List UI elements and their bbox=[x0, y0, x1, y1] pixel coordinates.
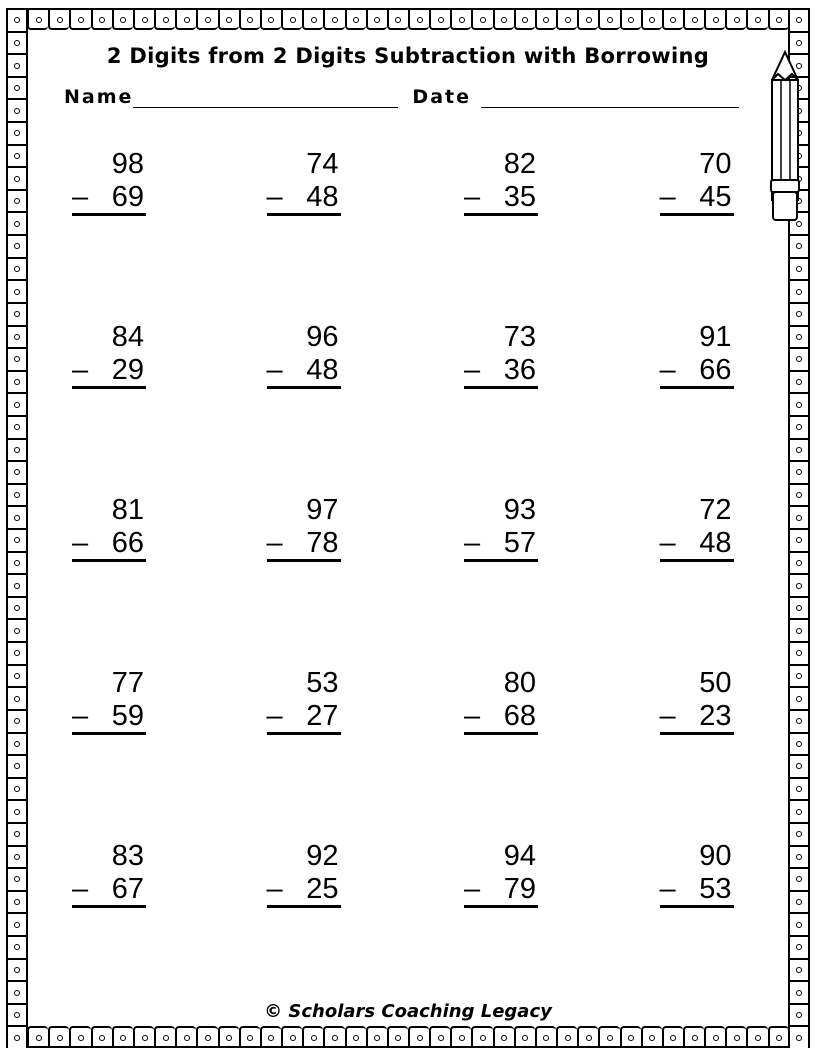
border-tile bbox=[788, 551, 810, 574]
subtrahend: 67 bbox=[111, 873, 144, 905]
border-tile bbox=[746, 1026, 767, 1048]
minus-sign: – bbox=[266, 700, 283, 732]
minus-sign: – bbox=[464, 181, 481, 213]
border-tile bbox=[6, 709, 28, 732]
border-tile bbox=[6, 121, 28, 144]
border-tile bbox=[6, 935, 28, 958]
subtraction-problem bbox=[267, 839, 341, 908]
border-tile bbox=[6, 460, 28, 483]
border-tile bbox=[6, 76, 28, 99]
subtrahend-row bbox=[267, 181, 341, 216]
border-tile bbox=[514, 1026, 535, 1048]
border-tile bbox=[788, 483, 810, 506]
border-tile bbox=[788, 438, 810, 461]
border-tile bbox=[620, 8, 641, 30]
minuend: 92 bbox=[306, 840, 339, 872]
border-tile bbox=[6, 347, 28, 370]
border-tile bbox=[6, 8, 28, 31]
border-tile bbox=[471, 8, 492, 30]
border-tile bbox=[6, 234, 28, 257]
border-tile bbox=[662, 8, 683, 30]
border-tile bbox=[641, 1026, 662, 1048]
subtraction-problem bbox=[72, 320, 146, 389]
border-tile bbox=[27, 1026, 48, 1048]
border-tile bbox=[788, 822, 810, 845]
minuend: 97 bbox=[306, 494, 339, 526]
border-tile bbox=[239, 1026, 260, 1048]
minus-sign: – bbox=[72, 700, 89, 732]
border-tile bbox=[6, 98, 28, 121]
minus-sign: – bbox=[464, 527, 481, 559]
border-tile bbox=[6, 641, 28, 664]
border-tile bbox=[788, 1025, 810, 1048]
border-tile bbox=[788, 415, 810, 438]
border-tile bbox=[514, 8, 535, 30]
subtrahend-row bbox=[660, 181, 734, 216]
date-label: Date bbox=[412, 86, 471, 108]
border-tile bbox=[788, 867, 810, 890]
border-tile bbox=[6, 980, 28, 1003]
subtrahend-row bbox=[464, 181, 538, 216]
minus-sign: – bbox=[659, 873, 676, 905]
border-tile bbox=[683, 8, 704, 30]
border-tile bbox=[6, 867, 28, 890]
border-tile bbox=[788, 912, 810, 935]
subtrahend-row bbox=[660, 527, 734, 562]
subtrahend-row bbox=[267, 354, 341, 389]
minuend: 77 bbox=[111, 667, 144, 699]
subtraction-problem bbox=[660, 493, 734, 562]
minus-sign: – bbox=[266, 354, 283, 386]
minuend: 90 bbox=[699, 840, 732, 872]
border-tile bbox=[788, 279, 810, 302]
border-tile bbox=[788, 302, 810, 325]
border-tile bbox=[6, 686, 28, 709]
subtrahend-row bbox=[464, 354, 538, 389]
border-tile bbox=[788, 686, 810, 709]
subtrahend-row bbox=[464, 700, 538, 735]
border-tile bbox=[48, 8, 69, 30]
subtraction-problem bbox=[660, 147, 734, 216]
border-tile bbox=[408, 8, 429, 30]
border-tile bbox=[6, 777, 28, 800]
border-tile bbox=[788, 370, 810, 393]
minuend: 91 bbox=[699, 321, 732, 353]
subtraction-problem bbox=[72, 839, 146, 908]
subtraction-problem bbox=[464, 666, 538, 735]
subtrahend-row bbox=[72, 181, 146, 216]
border-tile bbox=[154, 1026, 175, 1048]
border-tile bbox=[345, 1026, 366, 1048]
border-tile bbox=[6, 551, 28, 574]
border-tile bbox=[788, 596, 810, 619]
border-tile bbox=[6, 166, 28, 189]
subtrahend: 23 bbox=[699, 700, 732, 732]
subtrahend: 36 bbox=[503, 354, 536, 386]
border-tile bbox=[91, 8, 112, 30]
border-tile bbox=[6, 483, 28, 506]
minus-sign: – bbox=[266, 181, 283, 213]
minuend: 84 bbox=[111, 321, 144, 353]
border-tile bbox=[788, 890, 810, 913]
subtrahend: 45 bbox=[699, 181, 732, 213]
border-tile bbox=[6, 189, 28, 212]
subtrahend-row bbox=[267, 873, 341, 908]
subtrahend-row bbox=[72, 354, 146, 389]
border-tile bbox=[429, 1026, 450, 1048]
border-tile bbox=[6, 438, 28, 461]
border-tile bbox=[788, 528, 810, 551]
subtraction-problem bbox=[72, 493, 146, 562]
subtrahend-row bbox=[660, 873, 734, 908]
border-tile bbox=[91, 1026, 112, 1048]
subtraction-problem bbox=[660, 320, 734, 389]
subtraction-problem bbox=[267, 147, 341, 216]
border-tile bbox=[323, 8, 344, 30]
border-tile bbox=[788, 935, 810, 958]
worksheet-title: 2 Digits from 2 Digits Subtraction with Borrowing bbox=[106, 44, 710, 68]
subtrahend: 68 bbox=[503, 700, 536, 732]
pencil-icon bbox=[766, 50, 806, 230]
border-tile bbox=[788, 732, 810, 755]
subtraction-problem bbox=[267, 320, 341, 389]
subtrahend: 48 bbox=[306, 354, 339, 386]
border-tile bbox=[788, 460, 810, 483]
border-tile bbox=[471, 1026, 492, 1048]
minuend: 53 bbox=[306, 667, 339, 699]
border-tile bbox=[345, 8, 366, 30]
subtrahend-row bbox=[660, 700, 734, 735]
border-tile bbox=[6, 257, 28, 280]
border-tile bbox=[27, 8, 48, 30]
minus-sign: – bbox=[72, 354, 89, 386]
border-tile bbox=[641, 8, 662, 30]
border-tile bbox=[69, 8, 90, 30]
border-tile bbox=[6, 279, 28, 302]
border-tile bbox=[6, 822, 28, 845]
name-label: Name bbox=[64, 86, 134, 108]
border-tile bbox=[788, 347, 810, 370]
border-tile bbox=[768, 8, 789, 30]
minuend: 96 bbox=[306, 321, 339, 353]
minuend: 73 bbox=[503, 321, 536, 353]
date-field[interactable] bbox=[481, 87, 739, 108]
border-tile bbox=[6, 528, 28, 551]
border-tile bbox=[387, 8, 408, 30]
name-field[interactable] bbox=[133, 87, 398, 108]
border-tile bbox=[788, 845, 810, 868]
minuend: 81 bbox=[111, 494, 144, 526]
border-tile bbox=[154, 8, 175, 30]
border-tile bbox=[788, 641, 810, 664]
subtrahend: 78 bbox=[306, 527, 339, 559]
minuend: 98 bbox=[111, 148, 144, 180]
border-tile bbox=[323, 1026, 344, 1048]
minuend: 70 bbox=[699, 148, 732, 180]
minuend: 72 bbox=[699, 494, 732, 526]
border-tile bbox=[788, 958, 810, 981]
border-tile bbox=[6, 958, 28, 981]
border-tile bbox=[788, 8, 810, 31]
border-tile bbox=[6, 799, 28, 822]
border-tile bbox=[598, 1026, 619, 1048]
subtrahend-row bbox=[660, 354, 734, 389]
border-tile bbox=[535, 1026, 556, 1048]
subtraction-problem bbox=[464, 493, 538, 562]
subtrahend: 29 bbox=[111, 354, 144, 386]
border-tile bbox=[239, 8, 260, 30]
minus-sign: – bbox=[464, 354, 481, 386]
border-tile bbox=[788, 709, 810, 732]
border-tile bbox=[302, 8, 323, 30]
border-tile bbox=[6, 754, 28, 777]
subtrahend: 57 bbox=[503, 527, 536, 559]
subtrahend: 27 bbox=[306, 700, 339, 732]
border-tile bbox=[366, 1026, 387, 1048]
minus-sign: – bbox=[266, 873, 283, 905]
border-tile bbox=[6, 392, 28, 415]
border-tile bbox=[6, 664, 28, 687]
subtrahend: 59 bbox=[111, 700, 144, 732]
subtrahend: 48 bbox=[306, 181, 339, 213]
subtrahend-row bbox=[72, 873, 146, 908]
border-tile bbox=[788, 257, 810, 280]
border-tile bbox=[788, 573, 810, 596]
subtrahend-row bbox=[72, 700, 146, 735]
border-tile bbox=[281, 1026, 302, 1048]
subtrahend: 79 bbox=[503, 873, 536, 905]
subtraction-problem bbox=[464, 320, 538, 389]
subtraction-problem bbox=[660, 839, 734, 908]
subtraction-problem bbox=[464, 839, 538, 908]
subtrahend: 66 bbox=[699, 354, 732, 386]
border-tile bbox=[6, 505, 28, 528]
subtraction-problem bbox=[267, 666, 341, 735]
border-tile bbox=[387, 1026, 408, 1048]
minuend: 94 bbox=[503, 840, 536, 872]
border-bottom bbox=[6, 1026, 810, 1048]
minuend: 80 bbox=[503, 667, 536, 699]
border-tile bbox=[429, 8, 450, 30]
border-tile bbox=[6, 845, 28, 868]
subtraction-problem bbox=[72, 147, 146, 216]
border-tile bbox=[768, 1026, 789, 1048]
border-tile bbox=[493, 1026, 514, 1048]
border-tile bbox=[577, 1026, 598, 1048]
border-tile bbox=[196, 8, 217, 30]
subtraction-problem bbox=[464, 147, 538, 216]
subtrahend: 25 bbox=[306, 873, 339, 905]
border-tile bbox=[69, 1026, 90, 1048]
border-tile bbox=[556, 8, 577, 30]
border-tile bbox=[6, 144, 28, 167]
border-tile bbox=[788, 754, 810, 777]
border-tile bbox=[408, 1026, 429, 1048]
border-tile bbox=[133, 8, 154, 30]
minus-sign: – bbox=[464, 873, 481, 905]
subtrahend-row bbox=[464, 873, 538, 908]
border-tile bbox=[6, 618, 28, 641]
border-tile bbox=[725, 1026, 746, 1048]
subtrahend: 35 bbox=[503, 181, 536, 213]
subtrahend: 66 bbox=[111, 527, 144, 559]
subtraction-problem bbox=[660, 666, 734, 735]
border-tile bbox=[493, 8, 514, 30]
border-tile bbox=[6, 890, 28, 913]
minus-sign: – bbox=[659, 527, 676, 559]
border-tile bbox=[218, 1026, 239, 1048]
border-tile bbox=[133, 1026, 154, 1048]
border-tile bbox=[556, 1026, 577, 1048]
border-tile bbox=[577, 8, 598, 30]
border-tile bbox=[196, 1026, 217, 1048]
border-tile bbox=[260, 1026, 281, 1048]
subtrahend: 69 bbox=[111, 181, 144, 213]
border-tile bbox=[6, 211, 28, 234]
subtrahend: 48 bbox=[699, 527, 732, 559]
border-tile bbox=[6, 325, 28, 348]
border-tile bbox=[450, 1026, 471, 1048]
border-tile bbox=[788, 777, 810, 800]
minus-sign: – bbox=[464, 700, 481, 732]
border-tile bbox=[788, 234, 810, 257]
border-tile bbox=[218, 8, 239, 30]
border-tile bbox=[6, 573, 28, 596]
subtraction-problem bbox=[72, 666, 146, 735]
subtrahend-row bbox=[464, 527, 538, 562]
border-tile bbox=[6, 370, 28, 393]
border-tile bbox=[281, 8, 302, 30]
border-tile bbox=[260, 8, 281, 30]
subtrahend-row bbox=[267, 700, 341, 735]
border-tile bbox=[6, 732, 28, 755]
border-tile bbox=[6, 1025, 28, 1048]
border-tile bbox=[175, 8, 196, 30]
border-tile bbox=[788, 664, 810, 687]
border-tile bbox=[6, 596, 28, 619]
border-tile bbox=[788, 505, 810, 528]
border-tile bbox=[662, 1026, 683, 1048]
border-tile bbox=[746, 8, 767, 30]
minuend: 83 bbox=[111, 840, 144, 872]
border-tile bbox=[112, 1026, 133, 1048]
problem-grid bbox=[62, 147, 752, 908]
border-tile bbox=[704, 8, 725, 30]
minuend: 82 bbox=[503, 148, 536, 180]
subtrahend-row bbox=[267, 527, 341, 562]
border-tile bbox=[6, 302, 28, 325]
border-tile bbox=[175, 1026, 196, 1048]
minus-sign: – bbox=[72, 873, 89, 905]
minus-sign: – bbox=[266, 527, 283, 559]
minus-sign: – bbox=[659, 181, 676, 213]
minus-sign: – bbox=[72, 527, 89, 559]
minuend: 50 bbox=[699, 667, 732, 699]
border-tile bbox=[6, 912, 28, 935]
border-tile bbox=[683, 1026, 704, 1048]
minuend: 93 bbox=[503, 494, 536, 526]
minus-sign: – bbox=[659, 700, 676, 732]
border-tile bbox=[598, 8, 619, 30]
border-tile bbox=[302, 1026, 323, 1048]
border-tile bbox=[788, 392, 810, 415]
border-tile bbox=[704, 1026, 725, 1048]
border-tile bbox=[535, 8, 556, 30]
minus-sign: – bbox=[659, 354, 676, 386]
subtrahend: 53 bbox=[699, 873, 732, 905]
border-tile bbox=[6, 415, 28, 438]
border-tile bbox=[112, 8, 133, 30]
minus-sign: – bbox=[72, 181, 89, 213]
subtraction-problem bbox=[267, 493, 341, 562]
border-left bbox=[6, 8, 28, 1048]
border-tile bbox=[366, 8, 387, 30]
border-tile bbox=[725, 8, 746, 30]
border-tile bbox=[48, 1026, 69, 1048]
border-tile bbox=[788, 618, 810, 641]
border-tile bbox=[788, 980, 810, 1003]
border-top bbox=[6, 8, 810, 30]
border-tile bbox=[620, 1026, 641, 1048]
border-tile bbox=[788, 325, 810, 348]
subtrahend-row bbox=[72, 527, 146, 562]
name-date-row bbox=[64, 86, 744, 108]
copyright-footer: © Scholars Coaching Legacy bbox=[264, 1001, 552, 1022]
border-tile bbox=[788, 799, 810, 822]
minuend: 74 bbox=[306, 148, 339, 180]
border-tile bbox=[450, 8, 471, 30]
